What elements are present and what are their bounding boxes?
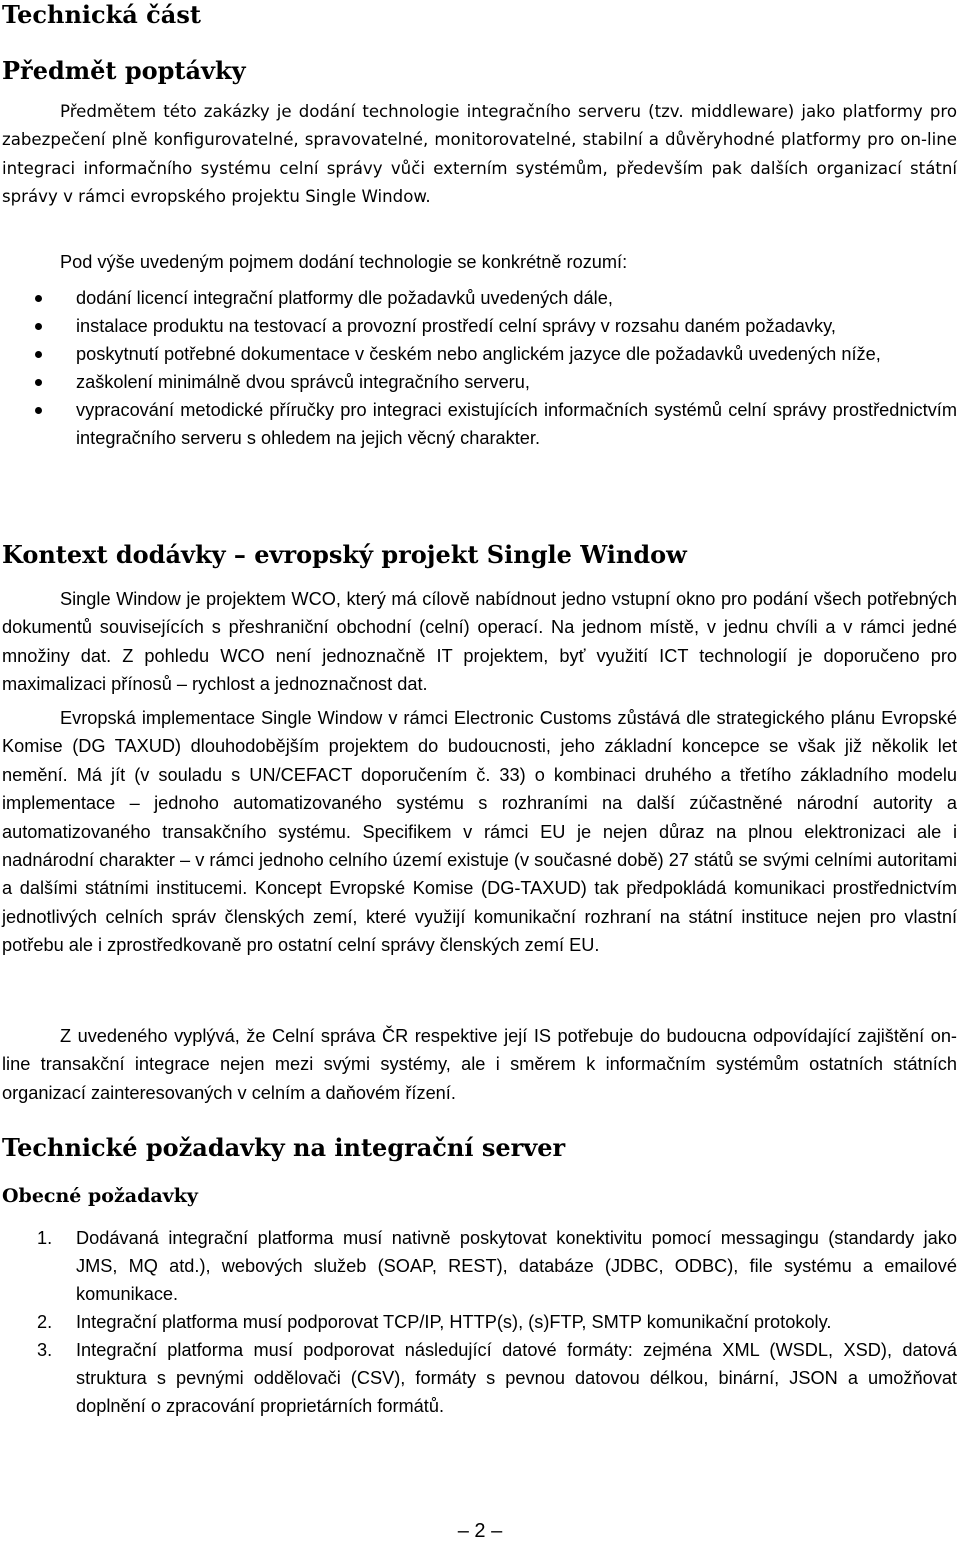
bullet-icon [35,295,42,302]
technical-part-title: Technická část [2,0,201,29]
general-requirements-title: Obecné požadavky [2,1185,198,1207]
list-item: 1. Dodávaná integrační platforma musí nativně poskytovat konektivitu pomocí messagingu (standardy jako JMS, MQ atd.), webových služeb (SOAP, REST), databáze (JDBC, ODBC), file systému a emailové komunikace. [37,1228,957,1304]
subject-title: Předmět poptávky [2,56,246,85]
bullet-icon [35,323,42,330]
list-item: poskytnutí potřebné dokumentace v českém nebo anglickém jazyce dle požadavků uvedených níže, [0,340,957,368]
list-item: vypracování metodické příručky pro integraci existujících informačních systémů celní správy prostřednictvím integračního serveru s ohledem na jejich věcný charakter. [0,396,957,452]
subject-paragraph: Předmětem této zakázky je dodání technologie integračního serveru (tzv. middleware) jako platformy pro zabezpečení plně konfigurovatelné, spravovatelné, monitorovatelné, stabilní a důvěryhodné platformy pro on-line integraci informačního systému celní správy vůči externím systémům, především pak dalších organizací státní správy v rámci evropského projektu Single Window. [2,102,957,207]
requirements-title: Technické požadavky na integrační server [2,1133,566,1162]
list-item: 3. Integrační platforma musí podporovat následující datové formáty: zejména XML (WSDL, XSD), datová struktura s pevnými oddělovači (CSV), formáty s pevnou datovou délkou, binární, JSON a umožňovat doplnění o zpracování proprietárních formátů. [37,1340,957,1416]
list-item: zaškolení minimálně dvou správců integračního serveru, [0,368,957,396]
list-item: 2. Integrační platforma musí podporovat TCP/IP, HTTP(s), (s)FTP, SMTP komunikační protokoly. [37,1312,832,1332]
context-paragraph-3: Z uvedeného vyplývá, že Celní správa ČR respektive její IS potřebuje do budoucna odpovídající zajištění on-line transakční integrace nejen mezi svými systémy, ale i směrem k informačním systémům ostatních státních organizací zainteresovaných v celním a daňovém řízení. [2,1026,957,1103]
understanding-intro: Pod výše uvedeným pojmem dodání technologie se konkrétně rozumí: [60,252,628,272]
page-number: – 2 – [457,1520,503,1542]
context-title: Kontext dodávky – evropský projekt Single Window [2,540,687,569]
bullet-icon [35,407,42,414]
context-paragraph-2: Evropská implementace Single Window v rámci Electronic Customs zůstává dle strategického plánu Evropské Komise (DG TAXUD) dlouhodobějším projektem do budoucnosti, jeho základní koncepce se však již několik let nemění. Má jít (v souladu s UN/CEFACT doporučením č. 33) o kombinaci druhého a třetího základního modelu implementace – jednoho automatizovaného systému s rozhraními na další zúčastněné národní autority a automatizovaného transakčního systému. Specifikem v rámci EU je nejen důraz na plnou elektronizaci ale i nadnárodní charakter – v rámci jednoho celního území existuje (v současné době) 27 států se svými celními autoritami a dalšími státními institucemi. Koncept Evropské Komise (DG-TAXUD) tak předpokládá komunikaci prostřednictvím jednotlivých celních správ členských zemí, které využijí komunikační rozhraní na státní instituce nejen pro vlastní potřebu ale i zprostředkovaně pro ostatní celní správy členských zemí EU. [2,708,957,956]
bullet-icon [35,379,42,386]
context-paragraph-1: Single Window je projektem WCO, který má cílově nabídnout jedno vstupní okno pro podání všech potřebných dokumentů souvisejících s přeshraniční obchodní (celní) operací. Na jednom místě, v jednu chvíli a v rámci jedné množiny dat. Z pohledu WCO není jednoznačně IT projektem, byť využití ICT technologií je doporučeno pro maximalizaci přínosů – rychlost a jednoznačnost dat. [2,589,957,695]
bullet-icon [35,351,42,358]
list-item: instalace produktu na testovací a provozní prostředí celní správy v rozsahu daném požadavky, [0,312,957,340]
understanding-list [0,284,957,452]
general-requirements-list [0,1224,957,1420]
list-item: dodání licencí integrační platformy dle požadavků uvedených dále, [0,284,957,312]
